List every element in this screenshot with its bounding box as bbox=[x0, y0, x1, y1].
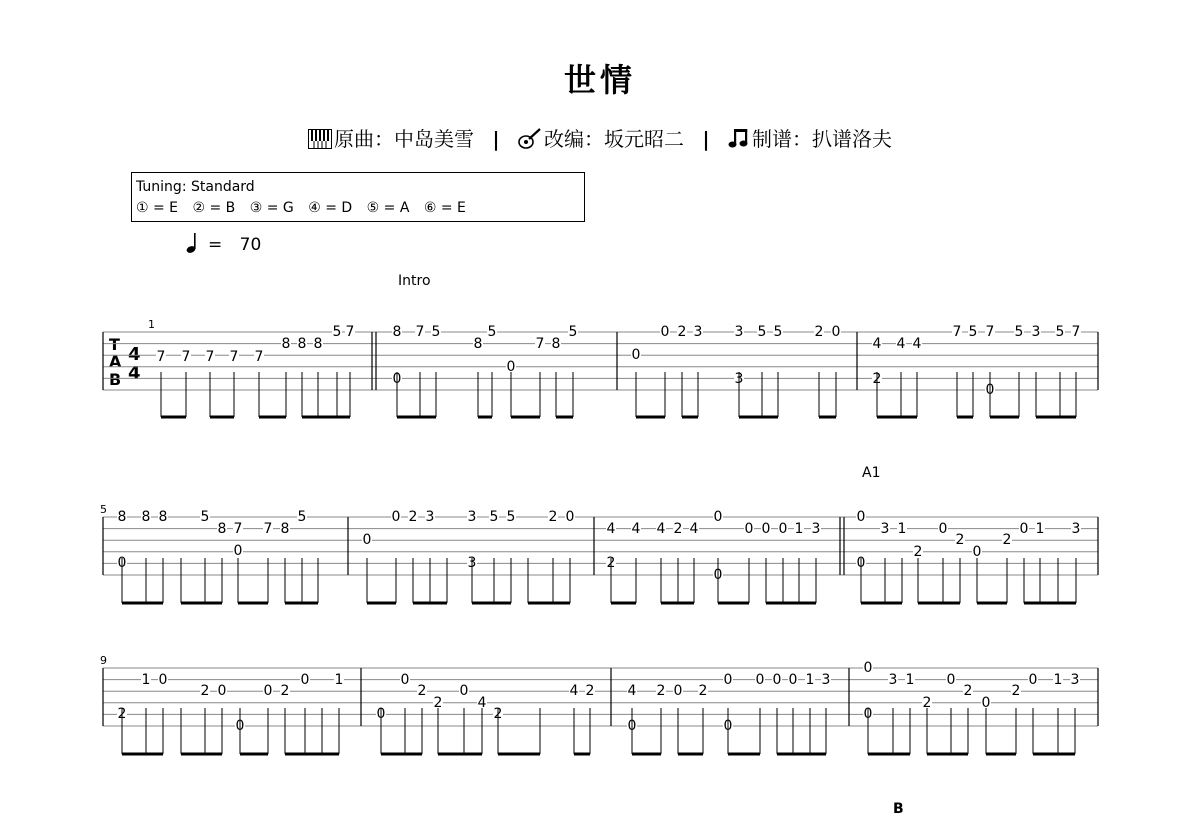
time-signature-top: 4 bbox=[128, 344, 141, 365]
fret-number: 1 bbox=[334, 672, 344, 688]
fret-number: 0 bbox=[856, 509, 866, 525]
fret-number: 5 bbox=[968, 324, 978, 340]
tuning-string-5: ⑤ = A bbox=[366, 200, 410, 216]
fret-number: 4 bbox=[569, 683, 579, 699]
svg-text:T: T bbox=[109, 335, 120, 354]
fret-number: 4 bbox=[896, 336, 906, 352]
fret-number: 7 bbox=[263, 521, 273, 537]
fret-number: 0 bbox=[744, 521, 754, 537]
fret-number: 2 bbox=[656, 683, 666, 699]
tuning-string-1: ① = E bbox=[136, 200, 179, 216]
fret-number: 3 bbox=[880, 521, 890, 537]
fret-number: 0 bbox=[772, 672, 782, 688]
fret-number: 4 bbox=[631, 521, 641, 537]
tempo-bpm: 70 bbox=[239, 235, 262, 255]
fret-number: 0 bbox=[788, 672, 798, 688]
measure-number-9: 9 bbox=[100, 654, 107, 667]
fret-number: 4 bbox=[627, 683, 637, 699]
fret-number: 4 bbox=[606, 521, 616, 537]
fret-number: 0 bbox=[459, 683, 469, 699]
fret-number: 2 bbox=[417, 683, 427, 699]
fret-number: 2 bbox=[673, 521, 683, 537]
fret-number: 0 bbox=[565, 509, 575, 525]
tempo-equals: = bbox=[208, 235, 223, 255]
song-title: 世情 bbox=[563, 61, 636, 99]
fret-number: 0 bbox=[392, 371, 402, 387]
fret-number: 8 bbox=[280, 521, 290, 537]
fret-number: 1 bbox=[897, 521, 907, 537]
fret-number: 7 bbox=[156, 349, 166, 365]
section-intro: Intro bbox=[398, 273, 431, 289]
fret-number: 0 bbox=[1019, 521, 1029, 537]
fret-number: 4 bbox=[872, 336, 882, 352]
fret-number: 7 bbox=[254, 349, 264, 365]
tuning-string-3: ③ = G bbox=[249, 200, 294, 216]
fret-number: 2 bbox=[922, 695, 932, 711]
fret-number: 2 bbox=[585, 683, 595, 699]
fret-number: 7 bbox=[952, 324, 962, 340]
fret-number: 0 bbox=[946, 672, 956, 688]
fret-number: 0 bbox=[755, 672, 765, 688]
fret-number: 2 bbox=[433, 695, 443, 711]
fret-number: 8 bbox=[117, 509, 127, 525]
fret-number: 0 bbox=[863, 706, 873, 722]
fret-number: 0 bbox=[761, 521, 771, 537]
section-b: B bbox=[893, 801, 904, 817]
fret-number: 1 bbox=[1035, 521, 1045, 537]
fret-number: 0 bbox=[233, 543, 243, 559]
fret-number: 5 bbox=[200, 509, 210, 525]
tuning-string-2: ② = B bbox=[192, 200, 236, 216]
fret-number: 5 bbox=[489, 509, 499, 525]
fret-number: 7 bbox=[1071, 324, 1081, 340]
fret-number: 3 bbox=[821, 672, 831, 688]
fret-number: 0 bbox=[400, 672, 410, 688]
fret-number: 5 bbox=[297, 509, 307, 525]
fret-number: 0 bbox=[391, 509, 401, 525]
fret-number: 0 bbox=[713, 567, 723, 583]
fret-number: 2 bbox=[280, 683, 290, 699]
fret-number: 2 bbox=[872, 371, 882, 387]
fret-number: 8 bbox=[158, 509, 168, 525]
fret-number: 0 bbox=[506, 359, 516, 375]
fret-number: 8 bbox=[217, 521, 227, 537]
fret-number: 8 bbox=[551, 336, 561, 352]
fret-number: 3 bbox=[811, 521, 821, 537]
fret-number: 2 bbox=[963, 683, 973, 699]
fret-number: 7 bbox=[535, 336, 545, 352]
fret-number: 4 bbox=[689, 521, 699, 537]
fret-number: 2 bbox=[606, 555, 616, 571]
fret-number: 0 bbox=[723, 718, 733, 734]
svg-text:A: A bbox=[109, 352, 122, 371]
fret-number: 2 bbox=[677, 324, 687, 340]
staff-systems bbox=[103, 324, 1098, 754]
fret-number: 7 bbox=[229, 349, 239, 365]
fret-number: 8 bbox=[313, 336, 323, 352]
fret-number: 0 bbox=[831, 324, 841, 340]
fret-number: 0 bbox=[856, 555, 866, 571]
measure-number-1: 1 bbox=[148, 318, 155, 331]
fret-number: 5 bbox=[757, 324, 767, 340]
fret-number: 0 bbox=[938, 521, 948, 537]
fret-number: 0 bbox=[631, 347, 641, 363]
fret-number: 2 bbox=[493, 706, 503, 722]
fret-number: 7 bbox=[345, 324, 355, 340]
fret-number: 8 bbox=[297, 336, 307, 352]
fret-number: 4 bbox=[477, 695, 487, 711]
fret-number: 0 bbox=[778, 521, 788, 537]
fret-number: 1 bbox=[141, 672, 151, 688]
fret-number: 0 bbox=[158, 672, 168, 688]
fret-number: 4 bbox=[912, 336, 922, 352]
fret-number: 0 bbox=[117, 555, 127, 571]
fret-number: 5 bbox=[506, 509, 516, 525]
fret-number: 0 bbox=[300, 672, 310, 688]
fret-number: 3 bbox=[693, 324, 703, 340]
fret-number: 7 bbox=[233, 521, 243, 537]
fret-number: 0 bbox=[723, 672, 733, 688]
fret-number: 0 bbox=[362, 532, 372, 548]
section-a1: A1 bbox=[862, 465, 881, 481]
fret-number: 2 bbox=[814, 324, 824, 340]
tuning-header: Tuning: Standard bbox=[136, 179, 255, 195]
fret-number: 2 bbox=[1011, 683, 1021, 699]
fret-number: 5 bbox=[568, 324, 578, 340]
fret-number: 0 bbox=[235, 718, 245, 734]
fret-number: 3 bbox=[425, 509, 435, 525]
fret-number: 3 bbox=[1070, 672, 1080, 688]
fret-number: 0 bbox=[863, 660, 873, 676]
fret-number: 5 bbox=[1055, 324, 1065, 340]
fret-number: 0 bbox=[376, 706, 386, 722]
fret-number: 3 bbox=[467, 509, 477, 525]
transcriber: 制谱：扒谱洛夫 bbox=[752, 127, 892, 151]
fret-number: 8 bbox=[473, 336, 483, 352]
fret-number: 2 bbox=[913, 544, 923, 560]
credits-separator: | bbox=[702, 127, 710, 151]
svg-text:B: B bbox=[109, 370, 122, 389]
fret-number: 2 bbox=[408, 509, 418, 525]
fret-number: 7 bbox=[985, 324, 995, 340]
tuning-string-4: ④ = D bbox=[308, 200, 353, 216]
fret-number: 0 bbox=[985, 382, 995, 398]
fret-number: 0 bbox=[981, 695, 991, 711]
fret-number: 7 bbox=[415, 324, 425, 340]
fret-number: 2 bbox=[117, 706, 127, 722]
fret-number: 0 bbox=[673, 683, 683, 699]
measure-number-5: 5 bbox=[100, 503, 107, 516]
original-composer: 原曲：中岛美雪 bbox=[334, 127, 474, 151]
fret-number: 0 bbox=[972, 544, 982, 560]
credits-separator: | bbox=[492, 127, 500, 151]
fret-number: 5 bbox=[773, 324, 783, 340]
fret-number: 3 bbox=[734, 371, 744, 387]
fret-number: 8 bbox=[281, 336, 291, 352]
fret-number: 0 bbox=[713, 509, 723, 525]
fret-number: 8 bbox=[392, 324, 402, 340]
fret-number: 1 bbox=[805, 672, 815, 688]
fret-number: 4 bbox=[656, 521, 666, 537]
fret-number: 2 bbox=[200, 683, 210, 699]
fret-number: 0 bbox=[627, 718, 637, 734]
fret-number: 7 bbox=[205, 349, 215, 365]
fret-number: 1 bbox=[794, 521, 804, 537]
fret-number: 8 bbox=[141, 509, 151, 525]
fret-number: 2 bbox=[955, 532, 965, 548]
tuning-string-6: ⑥ = E bbox=[423, 200, 466, 216]
fret-number: 3 bbox=[467, 555, 477, 571]
fret-number: 3 bbox=[888, 672, 898, 688]
fret-number: 5 bbox=[431, 324, 441, 340]
arranger: 改编：坂元昭二 bbox=[544, 127, 684, 151]
fret-number: 2 bbox=[1002, 532, 1012, 548]
fret-number: 1 bbox=[905, 672, 915, 688]
fret-number: 5 bbox=[332, 324, 342, 340]
fret-number: 7 bbox=[181, 349, 191, 365]
fret-number: 0 bbox=[660, 324, 670, 340]
fret-number: 5 bbox=[1014, 324, 1024, 340]
fret-number: 0 bbox=[263, 683, 273, 699]
fret-number: 3 bbox=[1071, 521, 1081, 537]
fret-number: 3 bbox=[734, 324, 744, 340]
fret-number: 0 bbox=[217, 683, 227, 699]
fret-number: 1 bbox=[1053, 672, 1063, 688]
fret-number: 2 bbox=[698, 683, 708, 699]
fret-number: 2 bbox=[548, 509, 558, 525]
fret-number: 3 bbox=[1031, 324, 1041, 340]
fret-number: 5 bbox=[487, 324, 497, 340]
time-signature-bottom: 4 bbox=[128, 363, 141, 384]
fret-number: 0 bbox=[1028, 672, 1038, 688]
